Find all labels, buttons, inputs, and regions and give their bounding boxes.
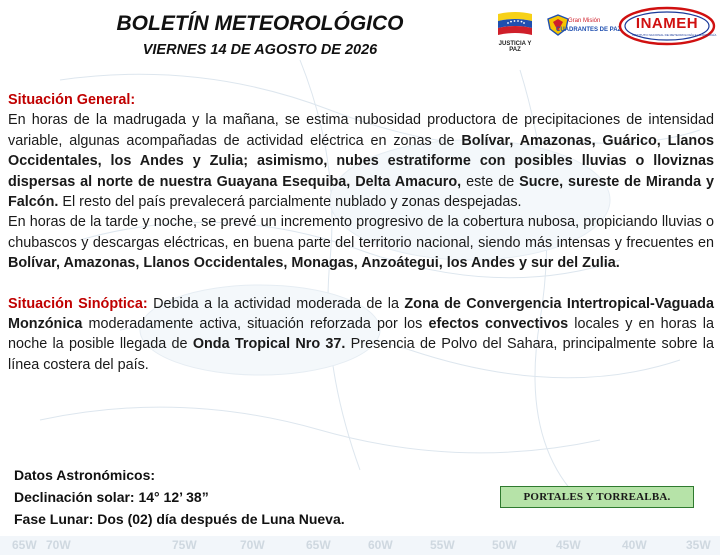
venezuela-flag-logo (496, 10, 534, 53)
flag-caption: JUSTICIA Y PAZ (498, 41, 532, 53)
bulletin-title: BOLETÍN METEOROLÓGICO (116, 12, 404, 35)
longitude-label: 35W (686, 538, 711, 552)
afternoon-paragraph (8, 212, 714, 273)
gmcp-line1: Gran Misión (568, 18, 601, 24)
longitude-label: 60W (368, 538, 393, 552)
longitude-label: 65W (12, 538, 37, 552)
text-run-bold: efectos convectivos (428, 316, 569, 333)
bulletin-date: VIERNES 14 DE AGOSTO DE 2026 (142, 42, 378, 58)
synoptic-situation-label: Situación Sinóptica: (8, 295, 148, 312)
text-run: este de (461, 173, 520, 190)
astronomical-data-title: Datos Astronómicos: (14, 467, 156, 483)
inameh-logo (618, 6, 716, 46)
longitude-label: 45W (556, 538, 581, 552)
text-run-bold: Bolívar, Amazonas, Guárico, Llanos Occidentales, los Andes y Zulia; asimismo, nubes estratiforme con posibles lluvias o lloviznas dispersas al norte de nuestra Guayana Esequiba, Delta Amacuro, (8, 132, 714, 190)
text-run-bold: Bolívar, Amazonas, Llanos Occidentales, Monagas, Anzoátegui, los Andes y sur del Zulia. (8, 255, 620, 272)
astronomical-data (14, 464, 345, 530)
longitude-label: 50W (492, 538, 517, 552)
venezuela-flag-icon (496, 10, 534, 36)
text-run: El resto del país prevalecerá parcialmente nublado y zonas despejadas. (58, 194, 522, 211)
text-run: Presencia de Polvo del Sahara, principalmente sobre la línea costera del país. (8, 336, 715, 373)
longitude-label: 70W (46, 538, 71, 552)
gmcp-line2: CUADRANTES DE PAZ (556, 27, 622, 33)
solar-declination: Declinación solar: 14° 12’ 38” (14, 489, 209, 505)
synoptic-situation-paragraph (8, 294, 714, 376)
inameh-subtitle: INSTITUTO NACIONAL DE METEOROLOGÍA E HIDROLOGÍA (632, 33, 717, 37)
logo-bar (496, 6, 718, 53)
bulletin-body (8, 90, 714, 375)
text-run-bold: Sucre, sureste de Miranda y Falcón. (8, 173, 715, 211)
general-situation-label: Situación General: (8, 92, 136, 108)
text-run: locales y en horas la noche la posible llegada de (8, 316, 714, 353)
longitude-label: 75W (172, 538, 197, 552)
general-situation-paragraph (8, 90, 714, 212)
text-run: Debida a la actividad moderada de la (147, 295, 405, 312)
moon-phase: Fase Lunar: Dos (02) día después de Luna Nueva. (14, 511, 345, 527)
text-run: moderadamente activa, situación reforzada por los (82, 316, 429, 333)
longitude-label: 55W (430, 538, 455, 552)
inameh-wordmark: INAMEH (635, 15, 699, 32)
gmcp-logo (546, 10, 622, 40)
longitude-label: 65W (306, 538, 331, 552)
longitude-label: 40W (622, 538, 647, 552)
text-run-bold: Zona de Convergencia Intertropical-Vaguada Monzónica (8, 295, 714, 333)
text-run-bold: Onda Tropical Nro 37. (192, 336, 346, 353)
text-run: En horas de la madrugada y la mañana, se estima nubosidad productora de precipitaciones de intensidad variable, algunas acompañadas de actividad eléctrica en zonas de (8, 112, 714, 149)
spacer (8, 274, 714, 294)
longitude-strip (0, 536, 720, 555)
longitude-label: 70W (240, 538, 265, 552)
authors-badge: PORTALES Y TORREALBA. (500, 486, 694, 508)
text-run: En horas de la tarde y noche, se prevé un incremento progresivo de la cobertura nubosa, propiciando lluvias o chubascos y descargas eléctricas, en buena parte del territorio nacional, siendo más intensas y frecuentes en (8, 214, 714, 251)
